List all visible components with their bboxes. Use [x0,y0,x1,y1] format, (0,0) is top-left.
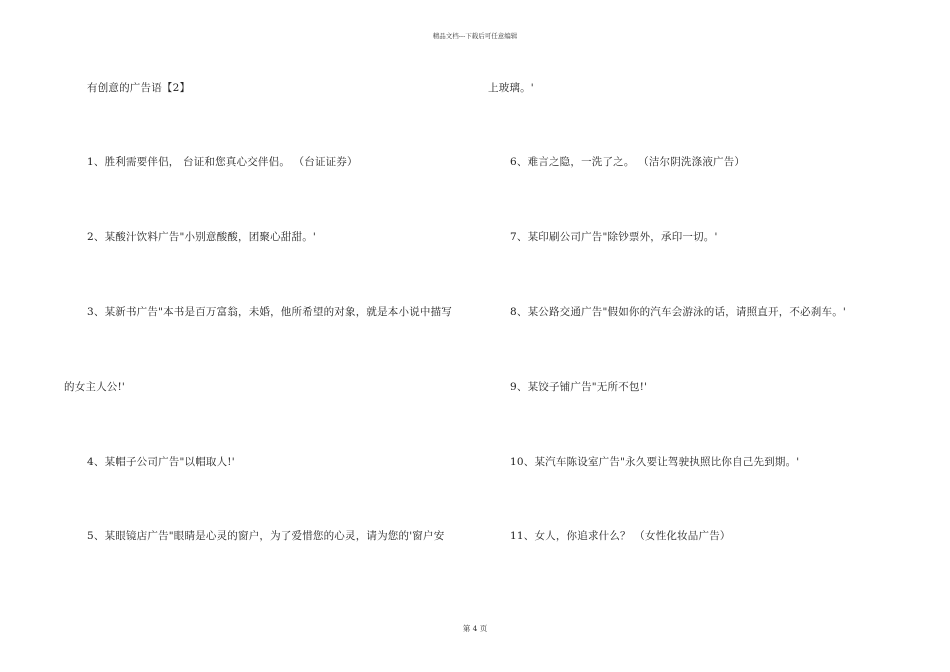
list-item: 8、某公路交通广告"假如你的汽车会游泳的话，请照直开，不必刹车。' [510,306,846,318]
list-item: 5、某眼镜店广告"眼睛是心灵的窗户，为了爱惜您的心灵，请为您的'窗户安 [87,530,445,542]
section-title: 有创意的广告语【2】 [87,82,191,94]
list-item: 1、胜利需要伴侣， 台证和您真心交伴侣。 （台证证券） [87,156,358,168]
list-item: 11、女人，你追求什么？ （女性化妆品广告） [510,530,731,542]
list-item: 10、某汽车陈设室广告"永久要让驾驶执照比你自己先到期。' [510,456,800,468]
list-item: 7、某印刷公司广告"除钞票外，承印一切。' [510,231,718,243]
list-item: 2、某酸汁饮料广告"小别意酸酸，团聚心甜甜。' [87,231,316,243]
list-item-continuation: 上玻璃。' [488,82,534,94]
list-item: 9、某饺子铺广告"无所不包!' [510,381,648,393]
page-header: 精品文档---下载后可任意编辑 [432,32,518,40]
list-item: 6、难言之隐，一洗了之。 （洁尔阴洗涤液广告） [510,156,746,168]
page-footer: 第 4 页 [462,624,488,633]
list-item-continuation: 的女主人公!' [64,381,126,393]
list-item: 4、某帽子公司广告"以帽取人!' [87,456,235,468]
list-item: 3、某新书广告"本书是百万富翁，未婚，他所希望的对象，就是本小说中描写 [87,306,453,318]
